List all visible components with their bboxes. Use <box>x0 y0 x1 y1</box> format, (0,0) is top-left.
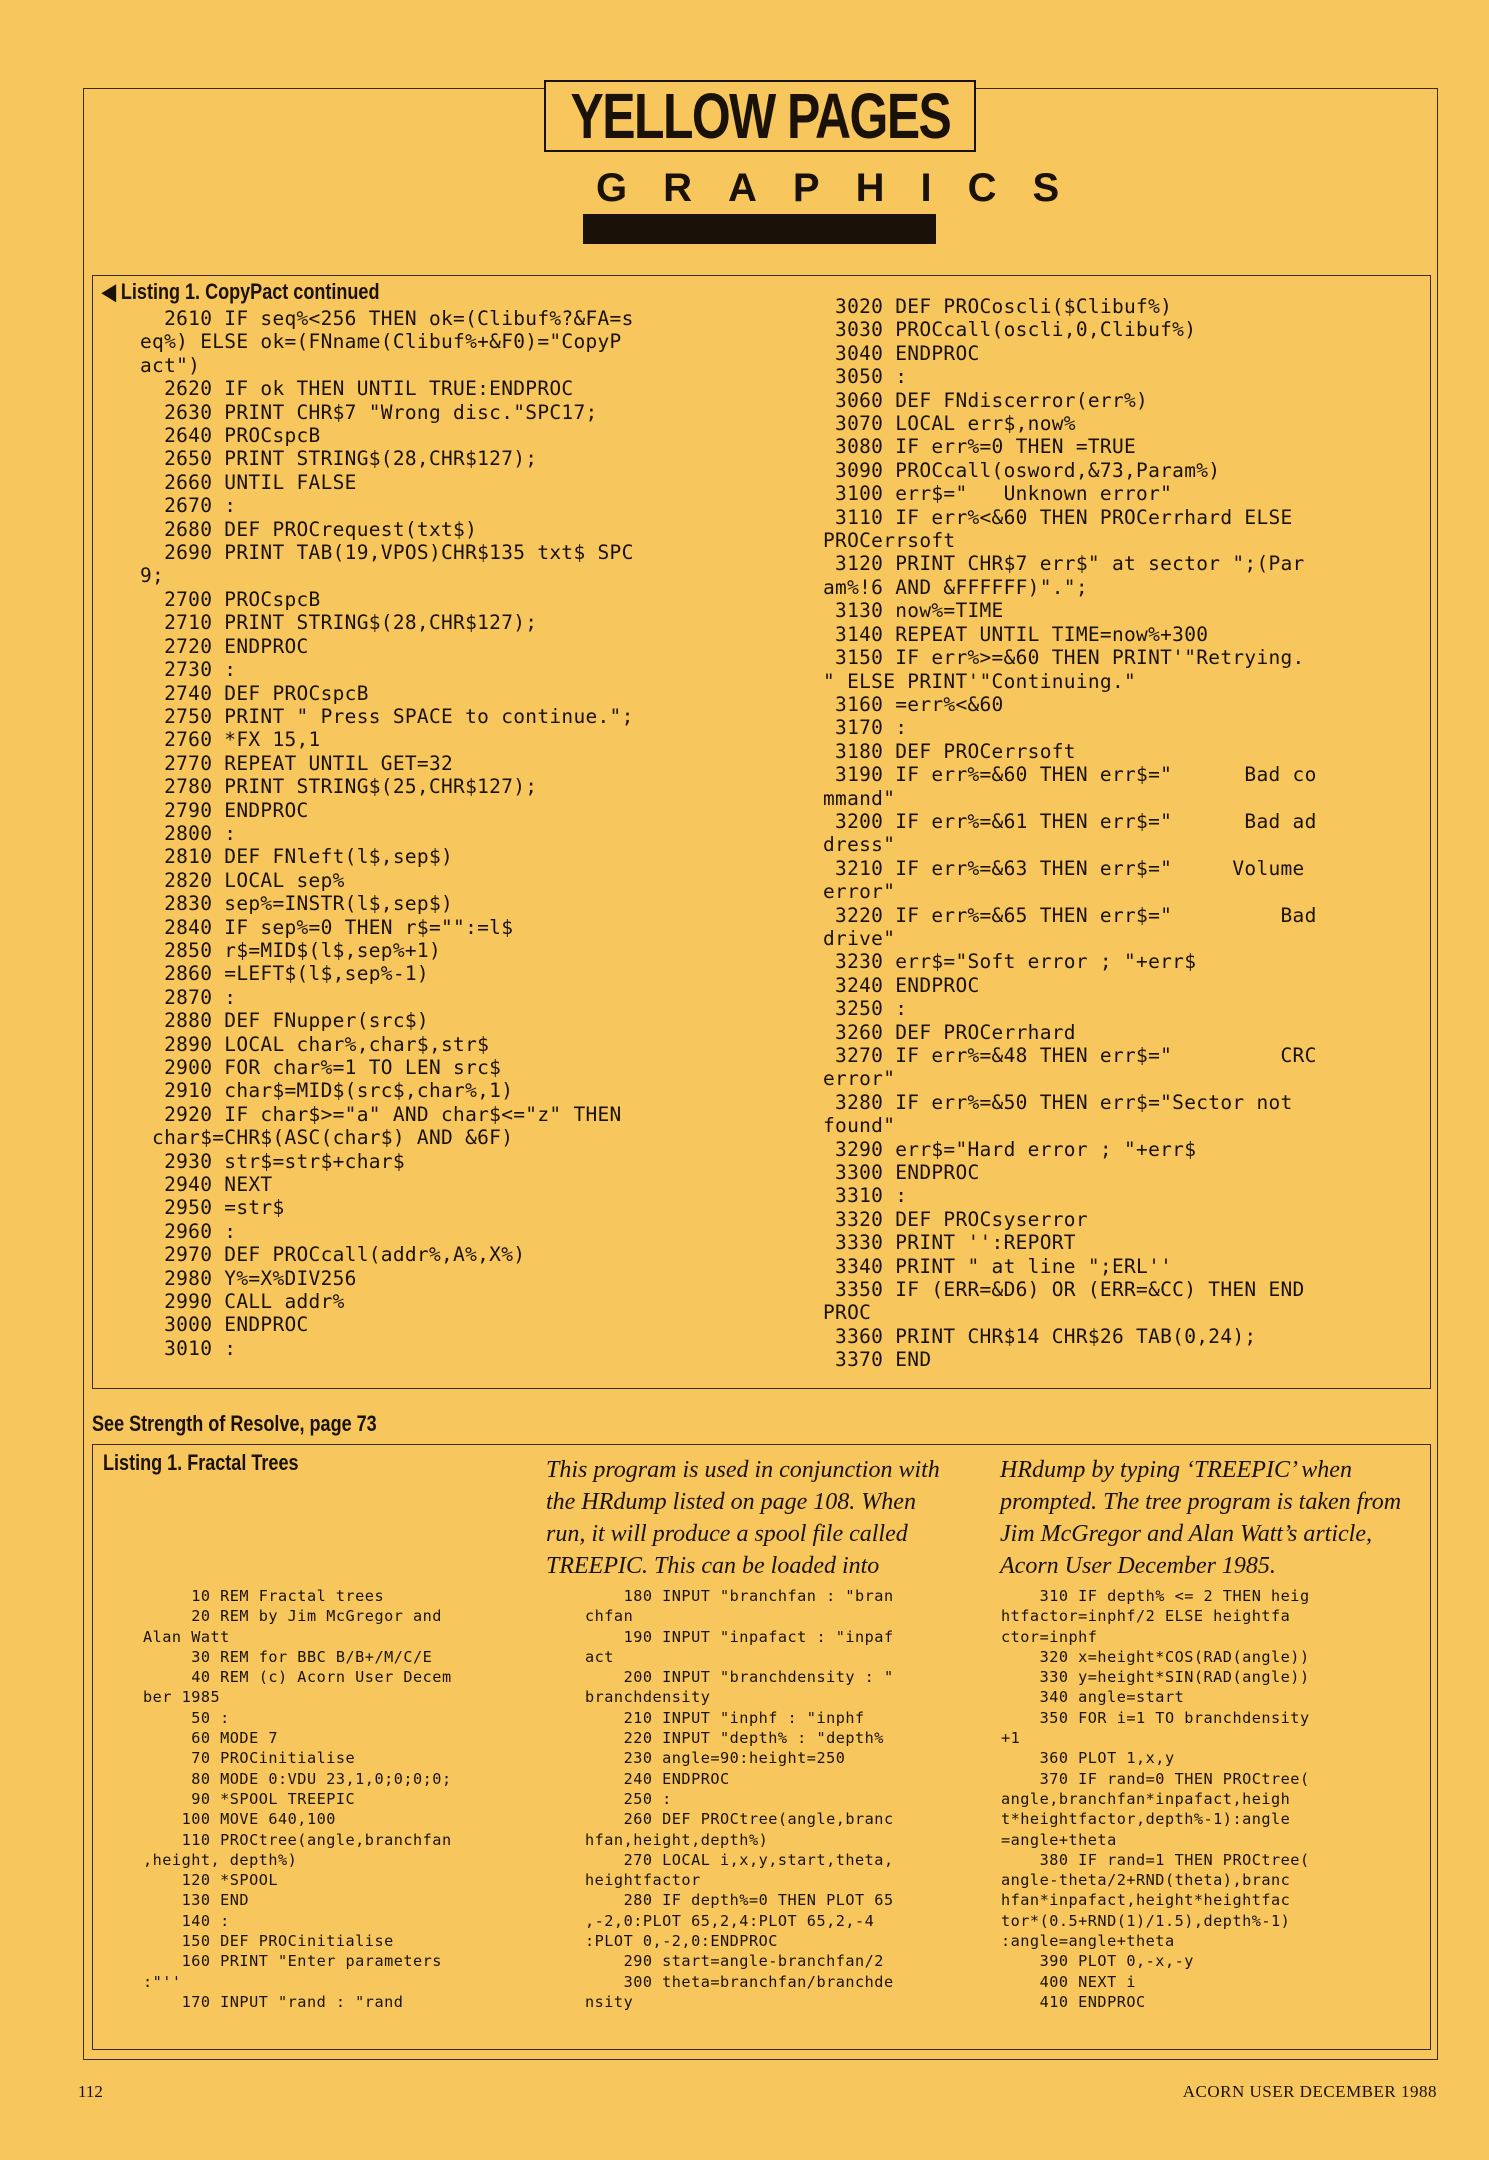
fractal-code-column-2: 180 INPUT "branchfan : "bran chfan 190 INPUT "inpafact : "inpaf act 200 INPUT "branchdensity : " branchdensity 210 INPUT "inphf : "inphf 220 INPUT "depth% : "depth% 230 angle=90:height=250 240 ENDPROC 250 : 260 DEF PROCtree(angle,branc hfan,height,depth%) 270 LOCAL i,x,y,start,theta, heightfactor 280 IF depth%=0 THEN PLOT 65 ,-2,0:PLOT 65,2,4:PLOT 65,2,-4 :PLOT 0,-2,0:ENDPROC 290 start=angle-branchfan/2 300 theta=branchfan/branchde nsity <box>585 1587 894 2011</box>
masthead-title: YELLOW PAGES <box>570 80 950 152</box>
fractal-code-column-1: 10 REM Fractal trees 20 REM by Jim McGregor and Alan Watt 30 REM for BBC B/B+/M/C/E 40 REM (c) Acorn User Decem ber 1985 50 : 60 MODE 7 70 PROCinitialise 80 MODE 0:VDU 23,1,0;0;0;0; 90 *SPOOL TREEPIC 100 MOVE 640,100 110 PROCtree(angle,branchfan ,height, depth%) 120 *SPOOL 130 END 140 : 150 DEF PROCinitialise 160 PRINT "Enter parameters :"'' 170 INPUT "rand : "rand <box>143 1587 452 2011</box>
copypact-code-column-1: 2610 IF seq%<256 THEN ok=(Clibuf%?&FA=s eq%) ELSE ok=(FNname(Clibuf%+&F0)="CopyP act") 2620 IF ok THEN UNTIL TRUE:ENDPROC 2630 PRINT CHR$7 "Wrong disc."SPC17; 2640 PROCspcB 2650 PRINT STRING$(28,CHR$127); 2660 UNTIL FALSE 2670 : 2680 DEF PROCrequest(txt$) 2690 PRINT TAB(19,VPOS)CHR$135 txt$ SPC 9; 2700 PROCspcB 2710 PRINT STRING$(28,CHR$127); 2720 ENDPROC 2730 : 2740 DEF PROCspcB 2750 PRINT " Press SPACE to continue."; 2760 *FX 15,1 2770 REPEAT UNTIL GET=32 2780 PRINT STRING$(25,CHR$127); 2790 ENDPROC 2800 : 2810 DEF FNleft(l$,sep$) 2820 LOCAL sep% 2830 sep%=INSTR(l$,sep$) 2840 IF sep%=0 THEN r$="":=l$ 2850 r$=MID$(l$,sep%+1) 2860 =LEFT$(l$,sep%-1) 2870 : 2880 DEF FNupper(src$) 2890 LOCAL char%,char$,str$ 2900 FOR char%=1 TO LEN src$ 2910 char$=MID$(src$,char%,1) 2920 IF char$>="a" AND char$<="z" THEN char$=CHR$(ASC(char$) AND &6F) 2930 str$=str$+char$ 2940 NEXT 2950 =str$ 2960 : 2970 DEF PROCcall(addr%,A%,X%) 2980 Y%=X%DIV256 2990 CALL addr% 3000 ENDPROC 3010 : <box>140 307 634 1360</box>
copypact-heading: ◀ Listing 1. CopyPact continued <box>102 279 380 304</box>
fractal-intro-part-2: HRdump by typing ‘TREEPIC’ when prompted. The tree program is taken from Jim McGregor and Alan Watt’s article, Acorn User December 1985. <box>1000 1457 1402 1579</box>
see-also-link: See Strength of Resolve, page 73 <box>92 1411 377 1436</box>
page-number: 112 <box>78 2082 103 2101</box>
fractal-heading: Listing 1. Fractal Trees <box>103 1450 299 1475</box>
masthead <box>544 80 976 152</box>
section-bar <box>583 214 936 244</box>
copypact-code-column-2: 3020 DEF PROCoscli($Clibuf%) 3030 PROCcall(oscli,0,Clibuf%) 3040 ENDPROC 3050 : 3060 DEF FNdiscerror(err%) 3070 LOCAL err$,now% 3080 IF err%=0 THEN =TRUE 3090 PROCcall(osword,&73,Param%) 3100 err$=" Unknown error" 3110 IF err%<&60 THEN PROCerrhard ELSE PROCerrsoft 3120 PRINT CHR$7 err$" at sector ";(Par am%!6 AND &FFFFFF)"."; 3130 now%=TIME 3140 REPEAT UNTIL TIME=now%+300 3150 IF err%>=&60 THEN PRINT'"Retrying. " ELSE PRINT'"Continuing." 3160 =err%<&60 3170 : 3180 DEF PROCerrsoft 3190 IF err%=&60 THEN err$=" Bad co mmand" 3200 IF err%=&61 THEN err$=" Bad ad dress" 3210 IF err%=&63 THEN err$=" Volume error" 3220 IF err%=&65 THEN err$=" Bad drive" 3230 err$="Soft error ; "+err$ 3240 ENDPROC 3250 : 3260 DEF PROCerrhard 3270 IF err%=&48 THEN err$=" CRC error" 3280 IF err%=&50 THEN err$="Sector not found" 3290 err$="Hard error ; "+err$ 3300 ENDPROC 3310 : 3320 DEF PROCsyserror 3330 PRINT '':REPORT 3340 PRINT " at line ";ERL'' 3350 IF (ERR=&D6) OR (ERR=&CC) THEN END PROC 3360 PRINT CHR$14 CHR$26 TAB(0,24); 3370 END <box>823 295 1317 1372</box>
section-title: GRAPHICS <box>596 166 1096 210</box>
fractal-code-column-3: 310 IF depth% <= 2 THEN heig htfactor=inphf/2 ELSE heightfa ctor=inphf 320 x=height*COS(RAD(angle)) 330 y=height*SIN(RAD(angle)) 340 angle=start 350 FOR i=1 TO branchdensity +1 360 PLOT 1,x,y 370 IF rand=0 THEN PROCtree( angle,branchfan*inpafact,heigh t*heightfactor,depth%-1):angle =angle+theta 380 IF rand=1 THEN PROCtree( angle-theta/2+RND(theta),branc hfan*inpafact,height*heightfac tor*(0.5+RND(1)/1.5),depth%-1) :angle=angle+theta 390 PLOT 0,-x,-y 400 NEXT i 410 ENDPROC <box>1001 1587 1310 2011</box>
publication-footer: ACORN USER DECEMBER 1988 <box>1182 2082 1437 2101</box>
fractal-intro-part-1: This program is used in conjunction with the HRdump listed on page 108. When run, it will produce a spool file called TREEPIC. This can be loaded into <box>546 1457 940 1579</box>
